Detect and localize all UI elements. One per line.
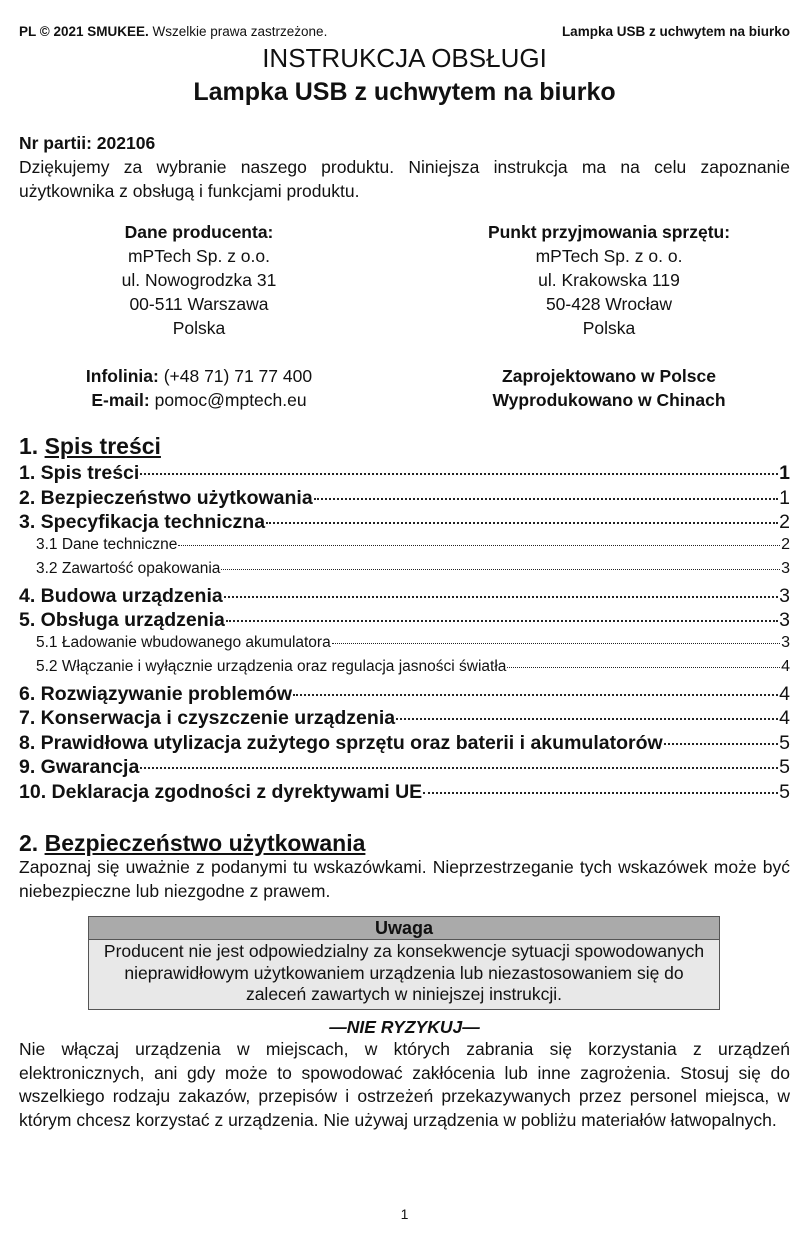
toc-entry-page: 3 [781,633,790,651]
toc-entry-page: 1 [779,486,790,509]
hotline [9,364,389,388]
toc-entry[interactable] [19,609,790,634]
toc-entry-page: 5 [779,731,790,754]
toc-entry-label: 5.2 Włączanie i wyłącznie urządzenia oraz regulacja jasności światła [36,658,507,675]
page-number: 1 [400,1206,409,1222]
designed-in: Zaprojektowano w Polsce [502,366,716,386]
toc-entry[interactable] [19,781,790,806]
toc-entry-label: 3.1 Dane techniczne [36,535,178,553]
header-product-name: Lampka USB z uchwytem na biurko [561,24,790,39]
toc-entry-page: 4 [781,658,790,675]
safety-heading [19,829,365,857]
safety-heading-text: Bezpieczeństwo użytkowania [44,830,366,856]
toc-entry-label: 1. Spis treści [19,462,140,484]
toc-entry[interactable] [19,658,790,683]
copyright-rest: Wszelkie prawa zastrzeżone. [148,24,328,39]
producer-info [9,220,389,412]
toc-entry[interactable] [19,756,790,781]
toc-entry-page: 5 [779,756,790,778]
toc-entry-page: 3 [781,560,790,577]
collection-street: ul. Krakowska 119 [538,270,680,290]
warning-text: Producent nie jest odpowiedzialny za konsekwencje sytuacji spowodowanych nieprawidłowym użytkowaniem urządzenia lub niezastosowaniem się do zaleceń zawartych w niniejszej instrukcji. [89,940,719,1009]
copyright-bold: PL © 2021 SMUKEE. [19,24,149,39]
toc-entry[interactable] [19,707,790,732]
email [9,388,389,412]
toc-entry-label: 5.1 Ładowanie wbudowanego akumulatora [36,633,331,651]
producer-heading: Dane producenta: [124,222,274,242]
producer-city: 00-511 Warszawa [129,294,269,314]
toc-entry-label: 6. Rozwiązywanie problemów [19,682,293,705]
toc-entry[interactable] [19,683,790,708]
toc-entry-label: 3. Specyfikacja techniczna [19,511,266,533]
made-in: Wyprodukowano w Chinach [492,390,726,410]
producer-name: mPTech Sp. z o.o. [127,246,270,266]
email-value: pomoc@mptech.eu [149,390,307,410]
toc-entry[interactable] [19,511,790,536]
collection-point-info [419,220,799,412]
producer-country: Polska [172,318,226,338]
page-header [19,24,790,42]
toc-entry-label: 10. Deklaracja zgodności z dyrektywami UE [19,780,423,803]
toc-entry-page: 2 [781,535,790,553]
collection-city: 50-428 Wrocław [545,294,673,314]
collection-country: Polska [582,318,636,338]
toc-entry[interactable] [19,585,790,610]
toc-entry[interactable] [19,487,790,512]
contact-columns [19,220,790,410]
risk-text: Nie włączaj urządzenia w miejscach, w których zabrania się korzystania z urządzeń elektronicznych, ani gdy może to spowodować zakłócenia lub inne zagrożenia. Stosuj się do wszelkiego rodzaju zakazów, przepisów i ostrzeżeń przekazywanych przez personel miejsca, w którym chcesz korzystać z urządzenia. Nie używaj urządzenia w pobliżu materiałów łatwopalnych. [19,1039,790,1130]
collection-heading: Punkt przyjmowania sprzętu: [487,222,731,242]
hotline-value: (+48 71) 71 77 400 [158,366,313,386]
toc-heading [19,432,161,460]
toc-entry[interactable] [19,732,790,757]
product-title: Lampka USB z uchwytem na biurko [193,78,616,106]
toc-entry-label: 5. Obsługa urządzenia [19,609,225,631]
toc-entry-page: 4 [779,707,790,729]
email-label: E-mail: [91,390,150,410]
copyright-notice [19,24,327,39]
intro-section [19,131,790,203]
intro-text: Dziękujemy za wybranie naszego produktu. Niniejsza instrukcja ma na celu zapoznanie użytkownika z obsługą i funkcjami produktu. [19,157,790,201]
toc-entry[interactable] [19,462,790,487]
toc-heading-text: Spis treści [44,433,161,459]
toc-entry-page: 3 [779,584,790,607]
batch-number: Nr partii: 202106 [19,133,156,153]
toc-entry-page: 1 [779,462,790,484]
safety-heading-number: 2. [19,830,45,856]
risk-heading: —NIE RYZYKUJ— [329,1017,480,1037]
toc-heading-number: 1. [19,433,45,459]
producer-street: ul. Nowogrodzka 31 [121,270,277,290]
toc-entry-label: 3.2 Zawartość opakowania [36,560,221,577]
toc-entry-page: 3 [779,609,790,631]
collection-name: mPTech Sp. z o. o. [535,246,683,266]
safety-intro: Zapoznaj się uważnie z podanymi tu wskazówkami. Nieprzestrzeganie tych wskazówek może być niebezpieczne lub niezgodne z prawem. [19,857,790,901]
toc-entry-page: 4 [779,682,790,705]
toc-entry[interactable] [19,536,790,561]
table-of-contents [19,462,790,805]
toc-entry-label: 7. Konserwacja i czyszczenie urządzenia [19,707,396,729]
toc-entry-page: 5 [779,780,790,803]
manual-title: INSTRUKCJA OBSŁUGI [262,43,547,73]
toc-entry[interactable] [19,560,790,585]
warning-box [88,916,720,1010]
toc-entry-label: 4. Budowa urządzenia [19,584,223,607]
hotline-label: Infolinia: [85,366,159,386]
toc-entry-label: 9. Gwarancja [19,756,140,778]
toc-entry-label: 2. Bezpieczeństwo użytkowania [19,486,313,509]
warning-title: Uwaga [89,917,719,940]
toc-entry[interactable] [19,634,790,659]
toc-entry-label: 8. Prawidłowa utylizacja zużytego sprzętu oraz baterii i akumulatorów [19,731,663,754]
toc-entry-page: 2 [779,511,790,533]
